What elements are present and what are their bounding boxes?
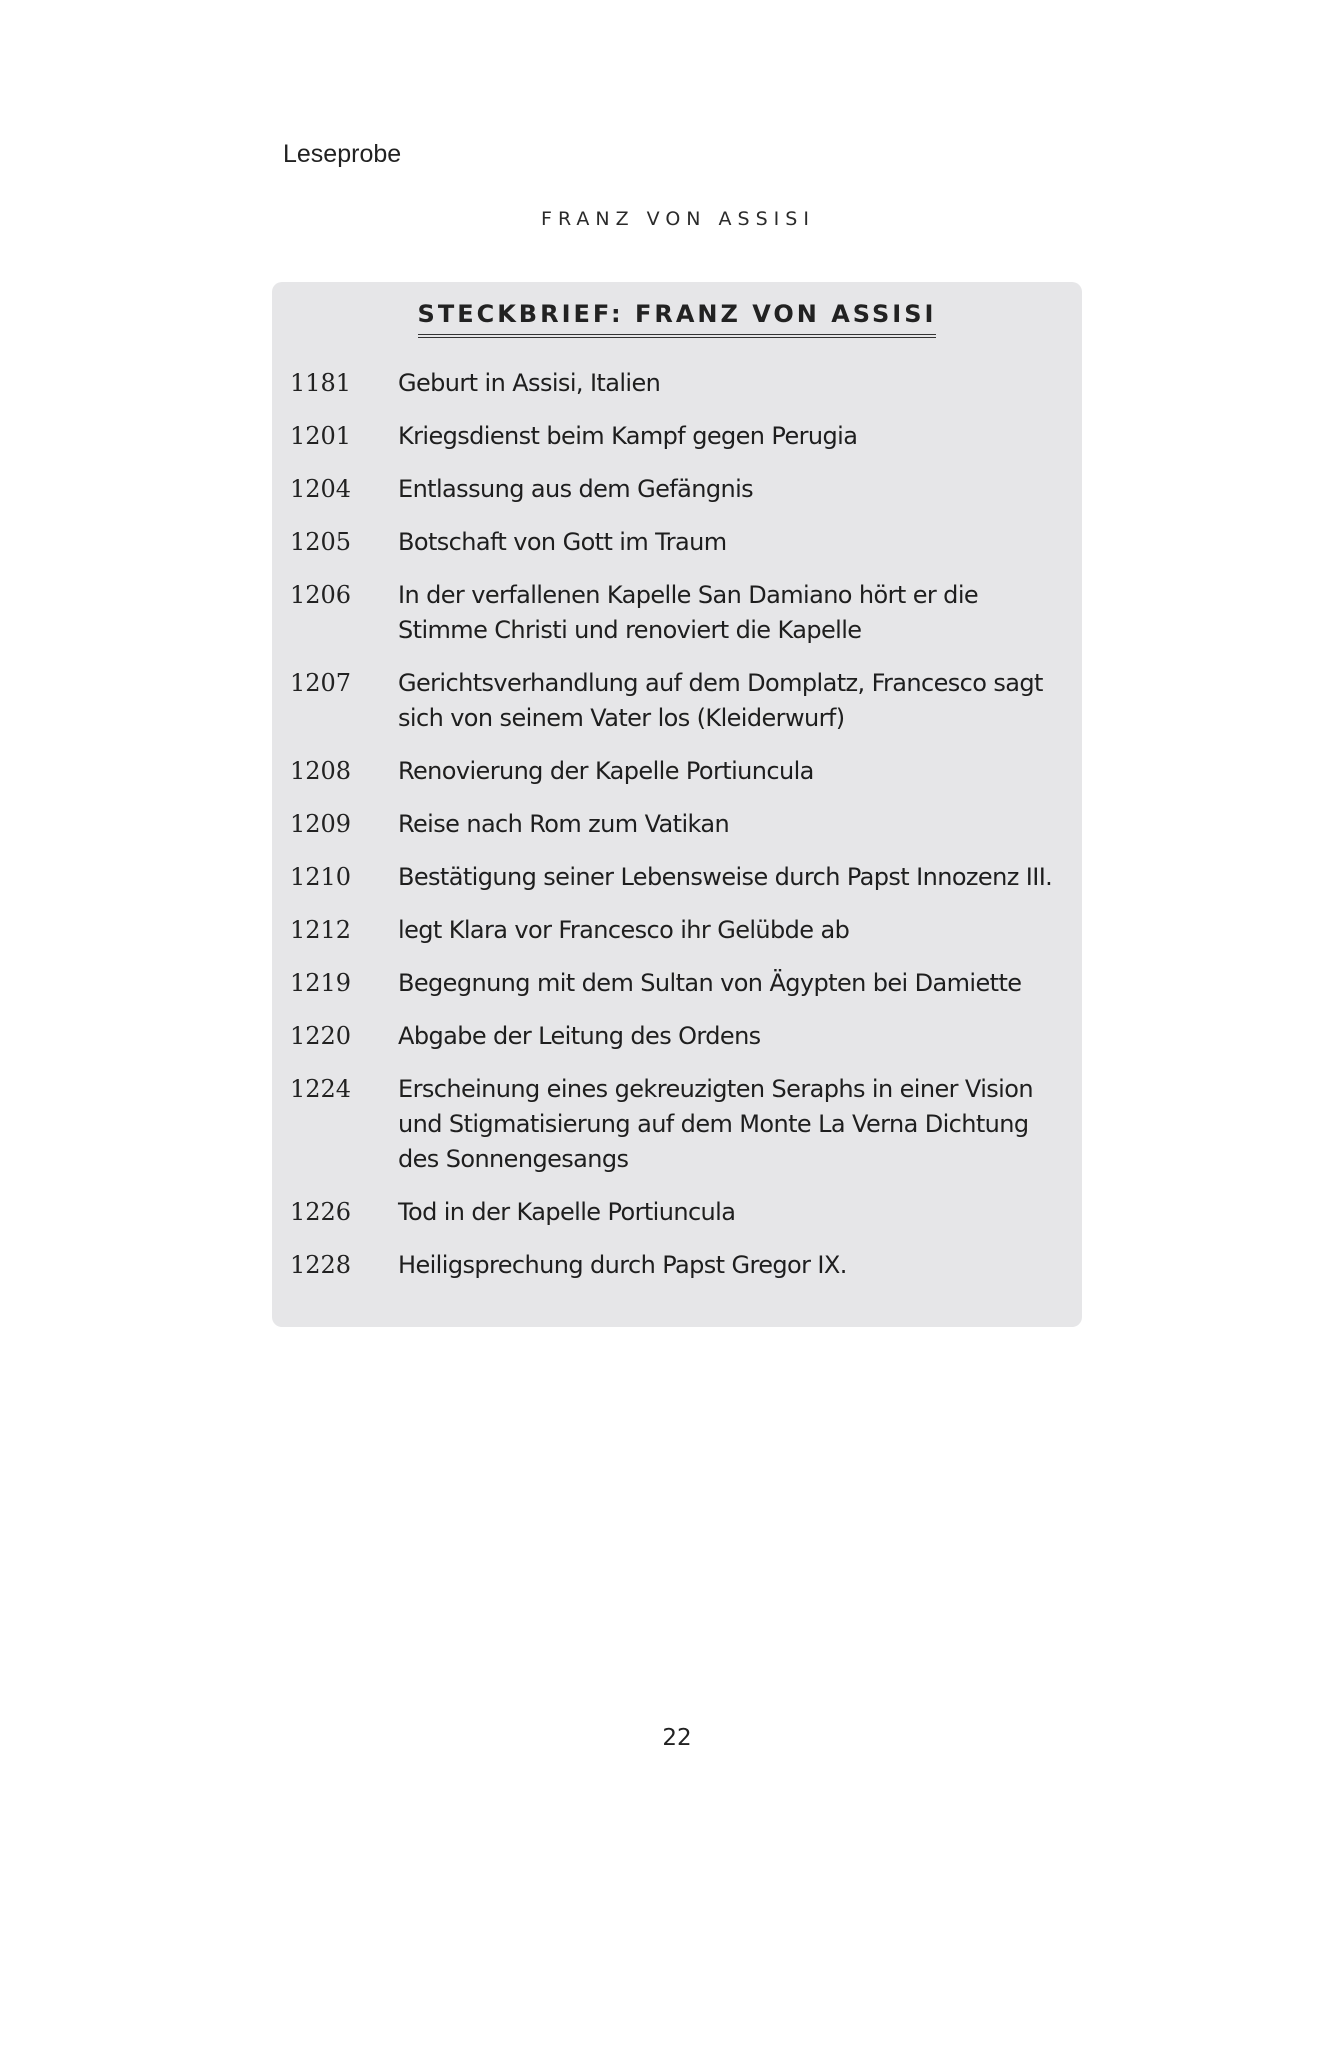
timeline-event: Tod in der Kapelle Portiuncula: [398, 1198, 736, 1226]
timeline-row: [290, 1072, 1070, 1177]
steckbrief-box: [272, 282, 1082, 1327]
timeline-year: 1228: [290, 1251, 352, 1279]
timeline-year: 1224: [290, 1075, 352, 1103]
timeline-row: [290, 807, 1070, 842]
timeline-row: [290, 1248, 1070, 1283]
timeline-year: 1205: [290, 528, 352, 556]
page-number: 22: [662, 1725, 692, 1751]
timeline-year: 1226: [290, 1198, 352, 1226]
steckbrief-title: STECKBRIEF: FRANZ VON ASSISI: [418, 300, 937, 338]
timeline-event: Entlassung aus dem Gefängnis: [398, 475, 754, 503]
timeline-year: 1219: [290, 969, 352, 997]
timeline-year: 1207: [290, 669, 352, 697]
timeline-row: [290, 419, 1070, 454]
timeline-year: 1201: [290, 422, 352, 450]
timeline-event: Bestätigung seiner Lebensweise durch Papst Innozenz III.: [398, 863, 1053, 891]
timeline-year: 1181: [290, 369, 352, 397]
timeline-row: [290, 913, 1070, 948]
timeline-row: [290, 366, 1070, 401]
timeline-event: Gerichtsverhandlung auf dem Domplatz, Francesco sagt sich von seinem Vater los (Kleiderwurf): [398, 669, 1043, 732]
timeline-row: [290, 666, 1070, 736]
running-head: FRANZ VON ASSISI: [541, 208, 815, 230]
timeline-list: [290, 366, 1070, 1301]
timeline-event: Abgabe der Leitung des Ordens: [398, 1022, 761, 1050]
timeline-event: Kriegsdienst beim Kampf gegen Perugia: [398, 422, 858, 450]
timeline-event: Botschaft von Gott im Traum: [398, 528, 727, 556]
leseprobe-label: Leseprobe: [283, 140, 402, 168]
timeline-row: [290, 966, 1070, 1001]
timeline-row: [290, 525, 1070, 560]
timeline-row: [290, 1195, 1070, 1230]
timeline-event: Begegnung mit dem Sultan von Ägypten bei Damiette: [398, 969, 1022, 997]
timeline-event: Erscheinung eines gekreuzigten Seraphs in einer Vision und Stigmatisierung auf dem Monte La Verna Dichtung des Sonnengesangs: [398, 1075, 1033, 1173]
timeline-row: [290, 754, 1070, 789]
timeline-event: Reise nach Rom zum Vatikan: [398, 810, 730, 838]
timeline-row: [290, 860, 1070, 895]
steckbrief-title-wrapper: [272, 300, 1082, 338]
timeline-event: Heiligsprechung durch Papst Gregor IX.: [398, 1251, 847, 1279]
timeline-row: [290, 472, 1070, 507]
timeline-year: 1220: [290, 1022, 352, 1050]
timeline-row: [290, 1019, 1070, 1054]
timeline-event: legt Klara vor Francesco ihr Gelübde ab: [398, 916, 850, 944]
timeline-year: 1208: [290, 757, 352, 785]
timeline-event: Geburt in Assisi, Italien: [398, 369, 661, 397]
timeline-row: [290, 578, 1070, 648]
timeline-event: Renovierung der Kapelle Portiuncula: [398, 757, 814, 785]
timeline-event: In der verfallenen Kapelle San Damiano hört er die Stimme Christi und renoviert die Kapelle: [398, 581, 979, 644]
timeline-year: 1210: [290, 863, 352, 891]
timeline-year: 1212: [290, 916, 352, 944]
timeline-year: 1204: [290, 475, 352, 503]
timeline-year: 1206: [290, 581, 352, 609]
timeline-year: 1209: [290, 810, 352, 838]
